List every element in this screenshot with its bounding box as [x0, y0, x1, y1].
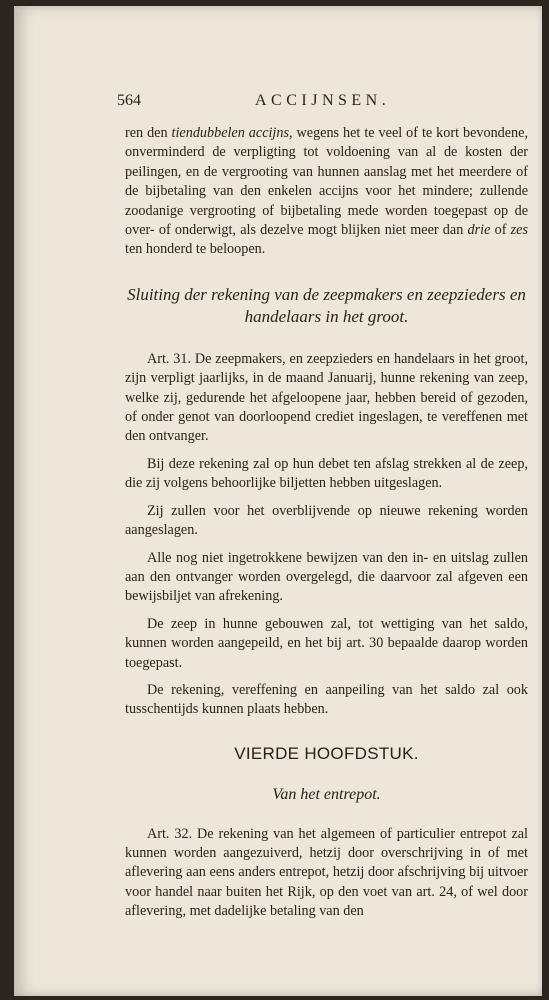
article-32-paragraph: Art. 32. De rekening van het algemeen of particulier entrepot zal kunnen worden aangezuiverd, hetzij door overschrijving in of met aflevering aan eens anders entrepot, hetzij door afschrijving bij uitvoer voor handel naar buiten het Rijk, op den voet van art. 24, of wel door aflevering, met dadelijke betaling van den [125, 825, 528, 920]
italic-term: tiendubbelen accijns [171, 125, 289, 141]
section-title: Sluiting der rekening van de zeepmakers en zeepzieders en handelaars in het groot. [127, 284, 526, 326]
text-run: , wegens het te veel of te kort bevondene, onverminderd de verpligting tot voldoening van al de kosten der peilingen, en de vergrooting van hunnen aanslag met het meerdere of de bijbetaling van den enkelen accijns voor het mindere; zullende zoodanige vergrooting of bijbetaling mede worden toegepast op de over- of onderwigt, als dezelve mogt blijken niet meer dan [125, 125, 528, 239]
text-run: ren den [125, 125, 172, 141]
paragraph: De zeep in hunne gebouwen zal, tot wettiging van het saldo, kunnen worden aangepeild, en het bij art. 30 bepaalde daarop worden toegepast. [125, 615, 528, 671]
text-run: of [490, 222, 511, 239]
page-number: 564 [117, 92, 141, 109]
page-body [125, 124, 528, 930]
running-title: ACCIJNSEN. [255, 92, 391, 109]
continued-paragraph [125, 124, 528, 260]
book-page [14, 6, 542, 996]
chapter-subtitle: Van het entrepot. [272, 786, 381, 804]
text-run: ten honderd te beloopen. [125, 241, 266, 258]
paragraph: Zij zullen voor het overblijvende op nieuwe rekening worden aangeslagen. [125, 502, 528, 539]
paragraph: Alle nog niet ingetrokkene bewijzen van den in- en uitslag zullen aan den ontvanger worden overgelegd, die daarvoor zal afgeven een bewijsbiljet van afrekening. [125, 549, 528, 605]
italic-term: drie [467, 222, 491, 239]
paragraph: Bij deze rekening zal op hun debet ten afslag strekken al de zeep, die zij volgens behoorlijke biljetten hebben uitgeslagen. [125, 455, 528, 492]
article-31-paragraph: Art. 31. De zeepmakers, en zeepzieders en handelaars in het groot, zijn verpligt jaarlijks, in de maand Januarij, hunne rekening van zeep, welke zij, gedurende het afgeloopene jaar, hebben bereid of gezoden, of onder genot van doorloopend crediet ingeslagen, te vereffenen met den ontvanger. [125, 350, 528, 445]
paragraph: De rekening, vereffening en aanpeiling van het saldo zal ook tusschentijds kunnen plaats hebben. [125, 681, 528, 718]
italic-term: zes [510, 222, 528, 239]
chapter-title: VIERDE HOOFDSTUK. [234, 743, 419, 763]
